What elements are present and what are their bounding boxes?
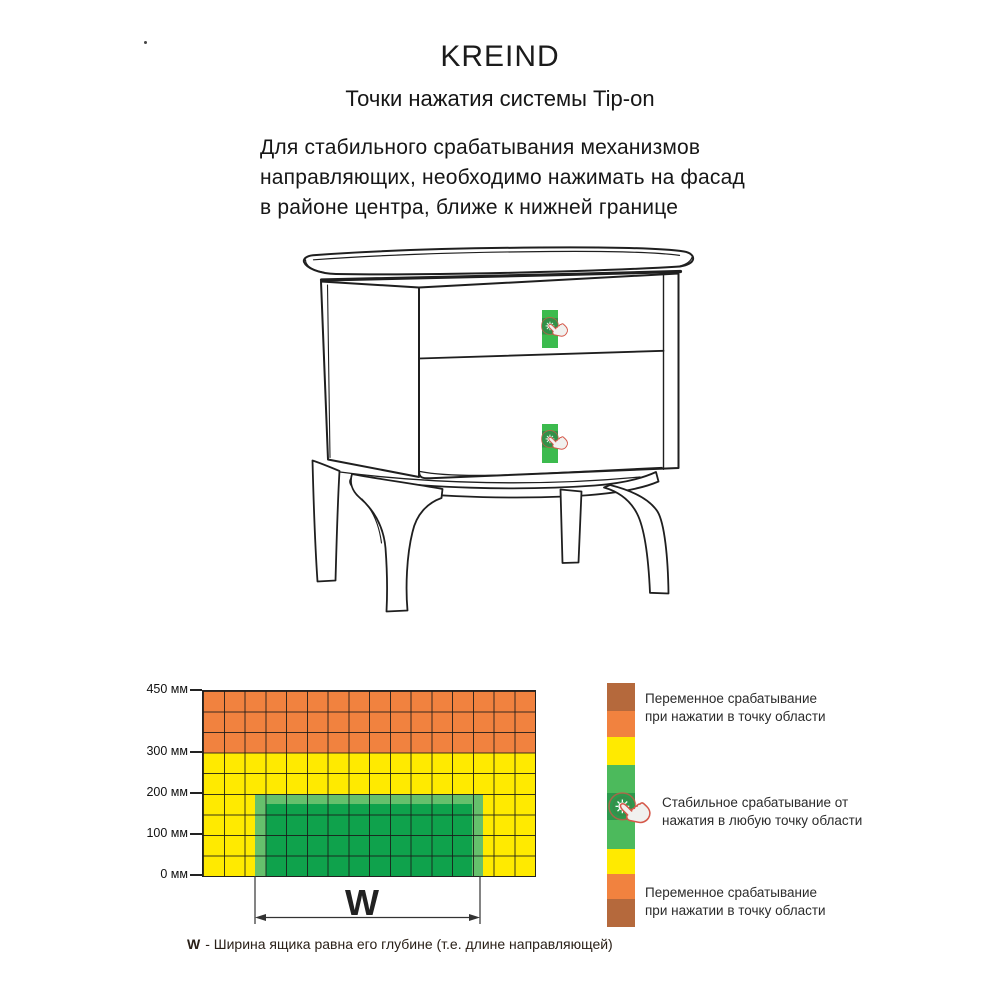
legend-segment-brown-bot [607,899,635,927]
tap-hand-icon [607,791,659,843]
legend-item-variable-top [645,690,826,725]
legend-segment-yellow-top [607,737,635,765]
legend-item-line: при нажатии в точку области [645,902,826,918]
legend-item-line: нажатия в любую точку области [662,812,863,828]
legend-item-line: Переменное срабатывание [645,691,818,706]
side-panel [321,282,419,478]
y-axis-label: 300 мм [146,743,188,758]
page-subtitle: Точки нажатия системы Tip-on [345,86,655,111]
description-line: Для стабильного срабатывания механизмов [260,136,701,159]
y-axis-label: 100 мм [146,825,188,840]
press-zone-chart [202,690,536,877]
width-dimension-label: W [345,882,379,923]
legend-item-line: при нажатии в точку области [645,708,826,724]
y-axis-label: 450 мм [146,682,188,696]
legend-segment-orange-bot [607,874,635,899]
legend-item-line: Переменное срабатывание [645,885,818,900]
legend-item-stable [662,794,862,829]
y-axis-tick [190,689,202,691]
front-right-leg [604,485,669,594]
y-axis-tick [190,792,202,794]
legend-segment-yellow-bot [607,849,635,874]
y-axis-tick [190,751,202,753]
y-axis-label: 0 мм [160,867,188,881]
y-axis-tick [190,874,202,876]
description-line: в районе центра, ближе к нижней границе [260,196,679,219]
y-axis-tick [190,833,202,835]
legend-segment-brown-top [607,683,635,711]
brand-title: KREIND [440,40,560,73]
footnote-symbol: W [187,936,201,952]
grid-overlay [203,691,535,876]
nightstand-outline [304,247,693,611]
legend-segment-orange-top [607,711,635,737]
front-left-leg [351,474,443,612]
legend-item-line: Стабильное срабатывание от [662,795,849,810]
y-axis-label: 200 мм [146,784,188,799]
footnote [187,936,613,952]
legend-item-variable-bottom [645,884,826,919]
rear-left-leg [313,461,340,582]
tabletop [304,247,693,274]
description-line: направляющих, необходимо нажимать на фасад [260,166,745,189]
rear-right-leg [561,490,582,564]
footnote-text: - Ширина ящика равна его глубине (т.е. длине направляющей) [205,936,613,952]
